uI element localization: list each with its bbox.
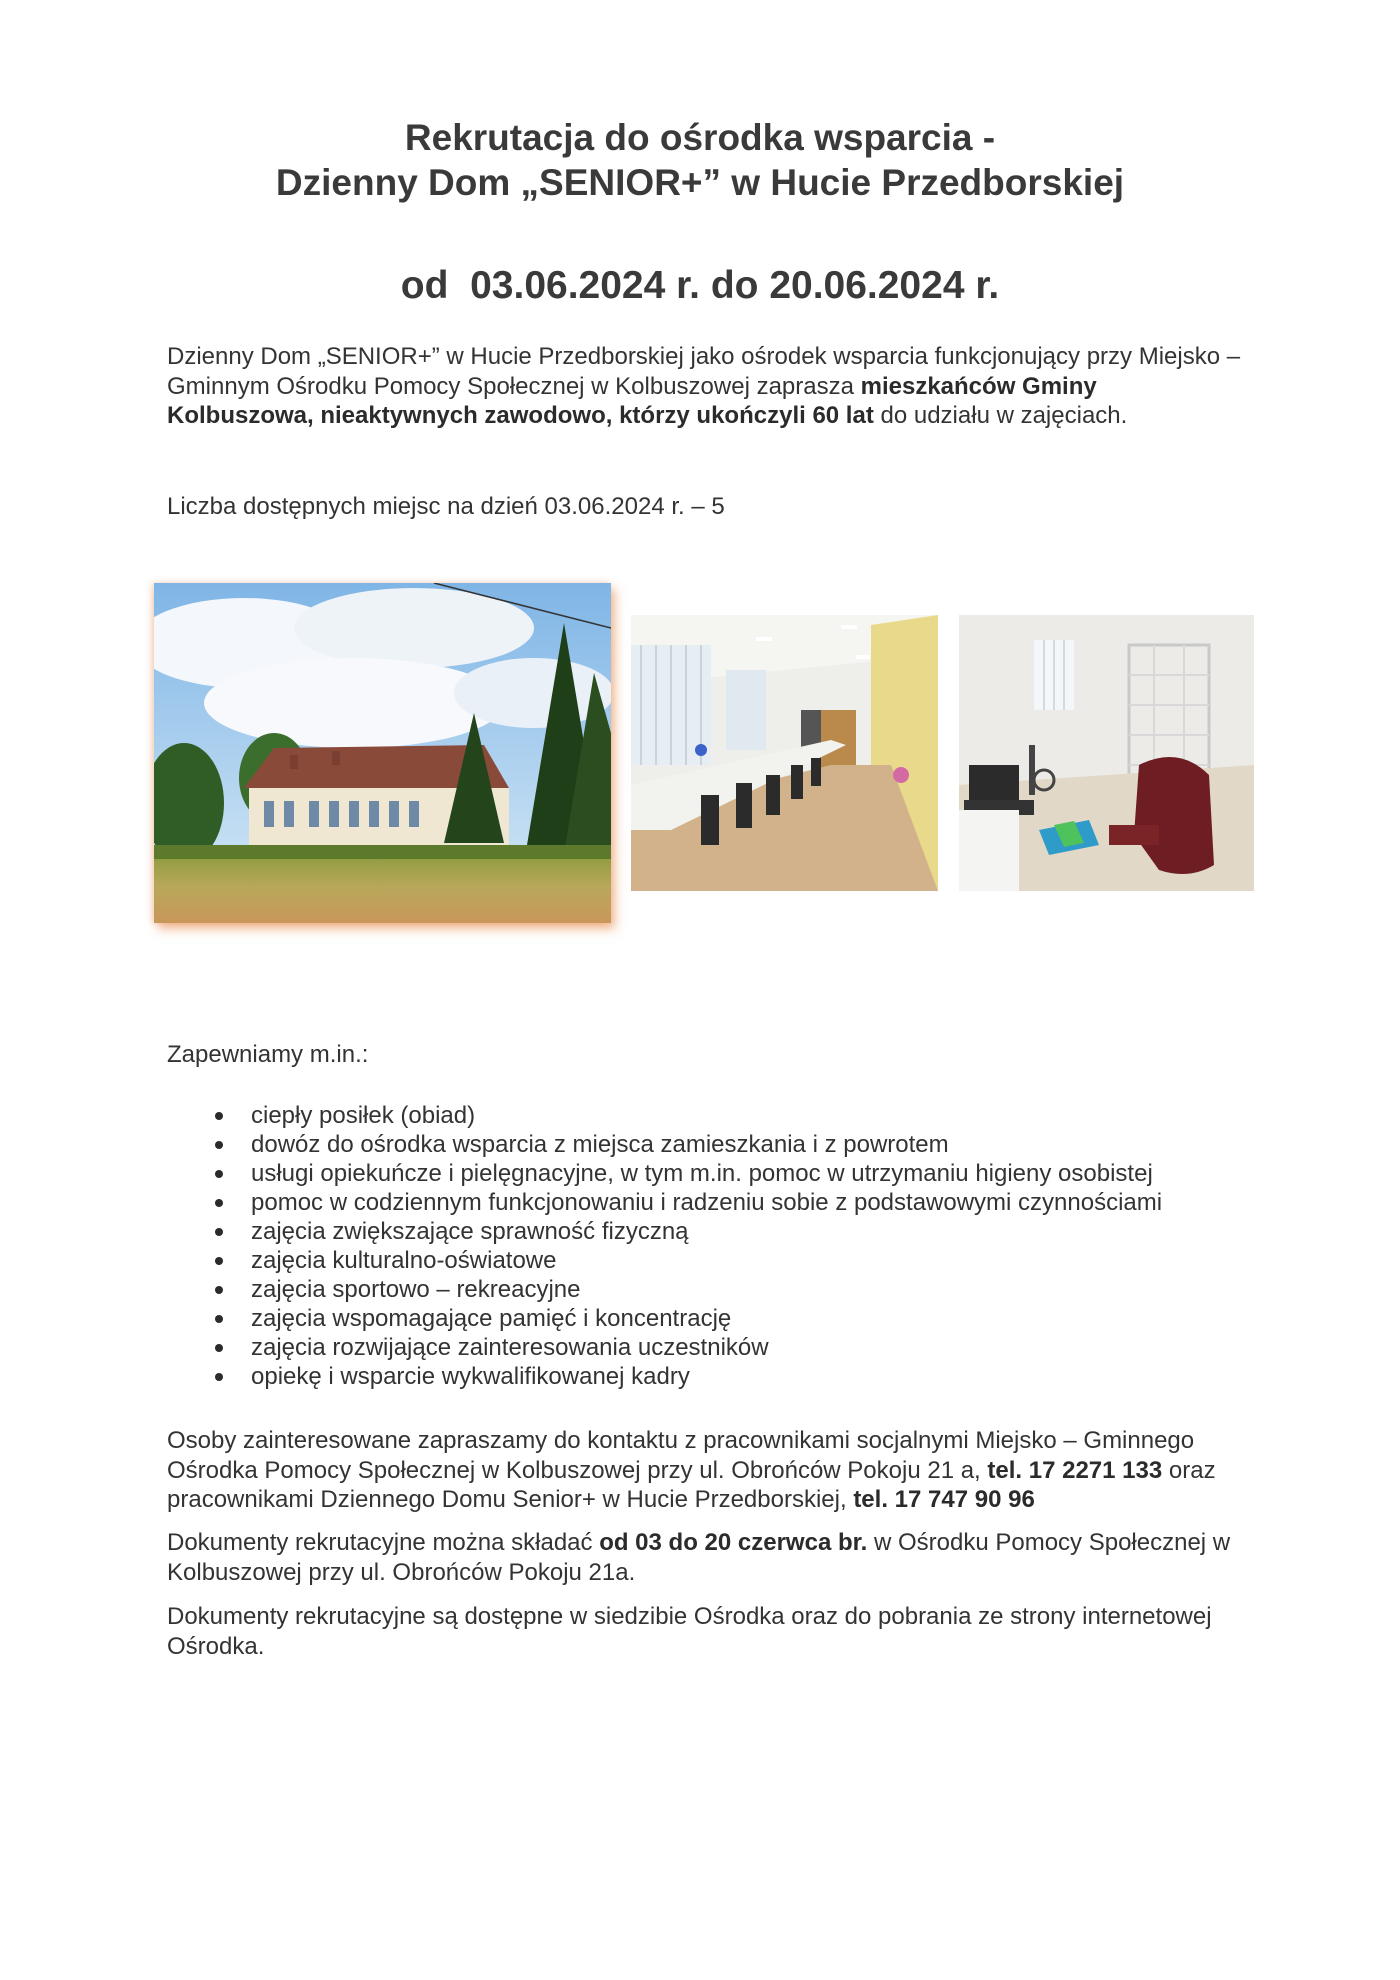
list-item: opiekę i wsparcie wykwalifikowanej kadry — [167, 1362, 1267, 1391]
services-heading: Zapewniamy m.in.: — [167, 1041, 369, 1068]
bullet-icon — [215, 1286, 223, 1294]
bullet-icon — [215, 1170, 223, 1178]
docs-text-2: w Ośrodku Pomocy Społecznej w Kolbuszowej przy ul. Obrońców Pokoju 21a. — [167, 1529, 1231, 1586]
bullet-icon — [215, 1112, 223, 1120]
list-item: zajęcia rozwijające zainteresowania uczestników — [167, 1333, 1267, 1362]
available-places: Liczba dostępnych miejsc na dzień 03.06.2024 r. – 5 — [167, 493, 725, 520]
page-title — [0, 115, 1400, 205]
list-item: zajęcia wspomagające pamięć i koncentrację — [167, 1304, 1267, 1333]
contact-phone-2: tel. 17 747 90 96 — [853, 1486, 1035, 1513]
list-item: zajęcia sportowo – rekreacyjne — [167, 1275, 1267, 1304]
bullet-icon — [215, 1373, 223, 1381]
docs-deadline: od 03 do 20 czerwca br. — [599, 1529, 868, 1556]
contact-phone-1: tel. 17 2271 133 — [987, 1456, 1163, 1484]
bullet-icon — [215, 1141, 223, 1149]
gym-room-photo — [959, 615, 1254, 891]
recruitment-dates: od 03.06.2024 r. do 20.06.2024 r. — [400, 264, 1000, 307]
docs-text-1: Dokumenty rekrutacyjne można składać — [167, 1529, 600, 1556]
services-list — [167, 1101, 1267, 1391]
intro-paragraph — [167, 342, 1247, 431]
intro-text-2: do udziału w zajęciach. — [873, 402, 1128, 429]
bullet-icon — [215, 1315, 223, 1323]
intro-text-1: Dzienny Dom „SENIOR+” w Hucie Przedborskiej jako ośrodek wsparcia funkcjonujący przy Miejsko – Gminnym Ośrodku Pomocy Społecznej w Kolbuszowej zaprasza — [167, 343, 1241, 400]
documents-submission-paragraph — [167, 1528, 1247, 1587]
list-item: usługi opiekuńcze i pielęgnacyjne, w tym m.in. pomoc w utrzymaniu higieny osobistej — [167, 1159, 1267, 1188]
contact-text-2: oraz pracownikami Dziennego Domu Senior+ w Hucie Przedborskiej, — [167, 1456, 1216, 1513]
intro-target-group: mieszkańców Gminy Kolbuszowa, nieaktywnych zawodowo, którzy ukończyli 60 lat — [167, 372, 1097, 429]
title-line-2: Dzienny Dom „SENIOR+” w Hucie Przedborskiej — [275, 162, 1125, 203]
list-item: zajęcia zwiększające sprawność fizyczną — [167, 1217, 1267, 1246]
contact-paragraph — [167, 1426, 1247, 1515]
day-room-photo — [631, 615, 938, 891]
list-item: ciepły posiłek (obiad) — [167, 1101, 1267, 1130]
title-line-1: Rekrutacja do ośrodka wsparcia - — [404, 117, 996, 158]
list-item: pomoc w codziennym funkcjonowaniu i radzeniu sobie z podstawowymi czynnościami — [167, 1188, 1267, 1217]
documents-availability-paragraph: Dokumenty rekrutacyjne są dostępne w siedzibie Ośrodka oraz do pobrania ze strony internetowej Ośrodka. — [167, 1603, 1212, 1660]
list-item: zajęcia kulturalno-oświatowe — [167, 1246, 1267, 1275]
bullet-icon — [215, 1228, 223, 1236]
list-item: dowóz do ośrodka wsparcia z miejsca zamieszkania i z powrotem — [167, 1130, 1267, 1159]
bullet-icon — [215, 1344, 223, 1352]
bullet-icon — [215, 1199, 223, 1207]
building-photo — [154, 583, 611, 923]
bullet-icon — [215, 1257, 223, 1265]
contact-text-1: Osoby zainteresowane zapraszamy do kontaktu z pracownikami socjalnymi Miejsko – Gminnego Ośrodka Pomocy Społecznej w Kolbuszowej przy ul. Obrońców Pokoju 21 a, — [167, 1427, 1195, 1484]
